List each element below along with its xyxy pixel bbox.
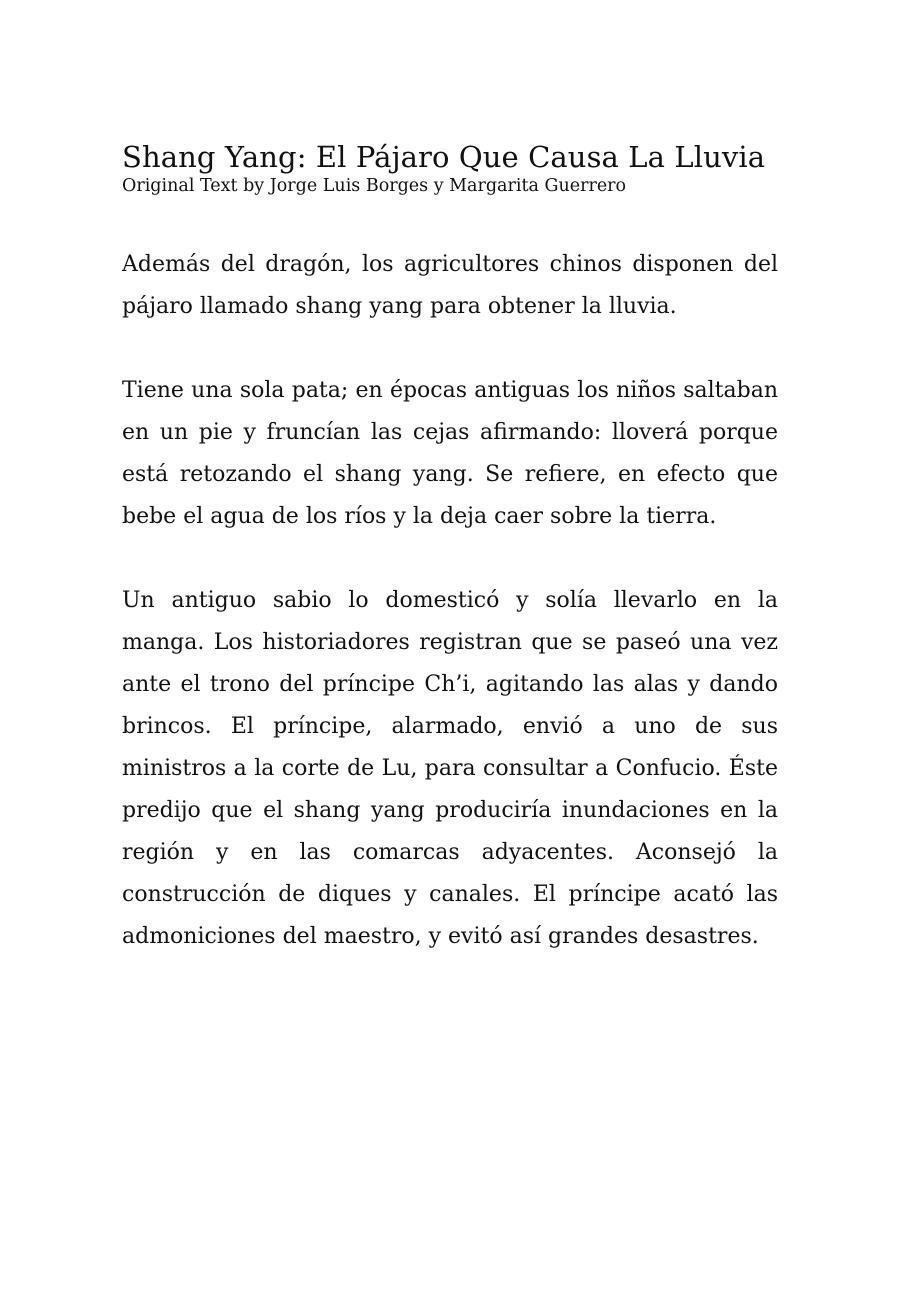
paragraph-1: Además del dragón, los agricultores chinos disponen del pájaro llamado shang yang para obtener la lluvia. — [122, 252, 778, 319]
paragraph-2: Tiene una sola pata; en épocas antiguas los niños saltaban en un pie y fruncían las cejas afirmando: lloverá porque está retozando el shang yang. Se refiere, en efecto que bebe el agua de los ríos y la deja caer sobre la tierra. — [122, 378, 778, 529]
document-title: Shang Yang: El Pájaro Que Causa La Lluvia — [122, 140, 766, 174]
document-body — [122, 244, 778, 958]
document-subtitle: Original Text by Jorge Luis Borges y Margarita Guerrero — [122, 176, 627, 196]
paragraph-3: Un antiguo sabio lo domesticó y solía llevarlo en la manga. Los historiadores registran que se paseó una vez ante el trono del príncipe Ch’i, agitando las alas y dando brincos. El príncipe, alarmado, envió a uno de sus ministros a la corte de Lu, para consultar a Confucio. Éste predijo que el shang yang produciría inundaciones en la región y en las comarcas adyacentes. Aconsejó la construcción de diques y canales. El príncipe acató las admoniciones del maestro, y evitó así grandes desastres. — [122, 588, 778, 949]
document-page — [122, 138, 778, 1000]
